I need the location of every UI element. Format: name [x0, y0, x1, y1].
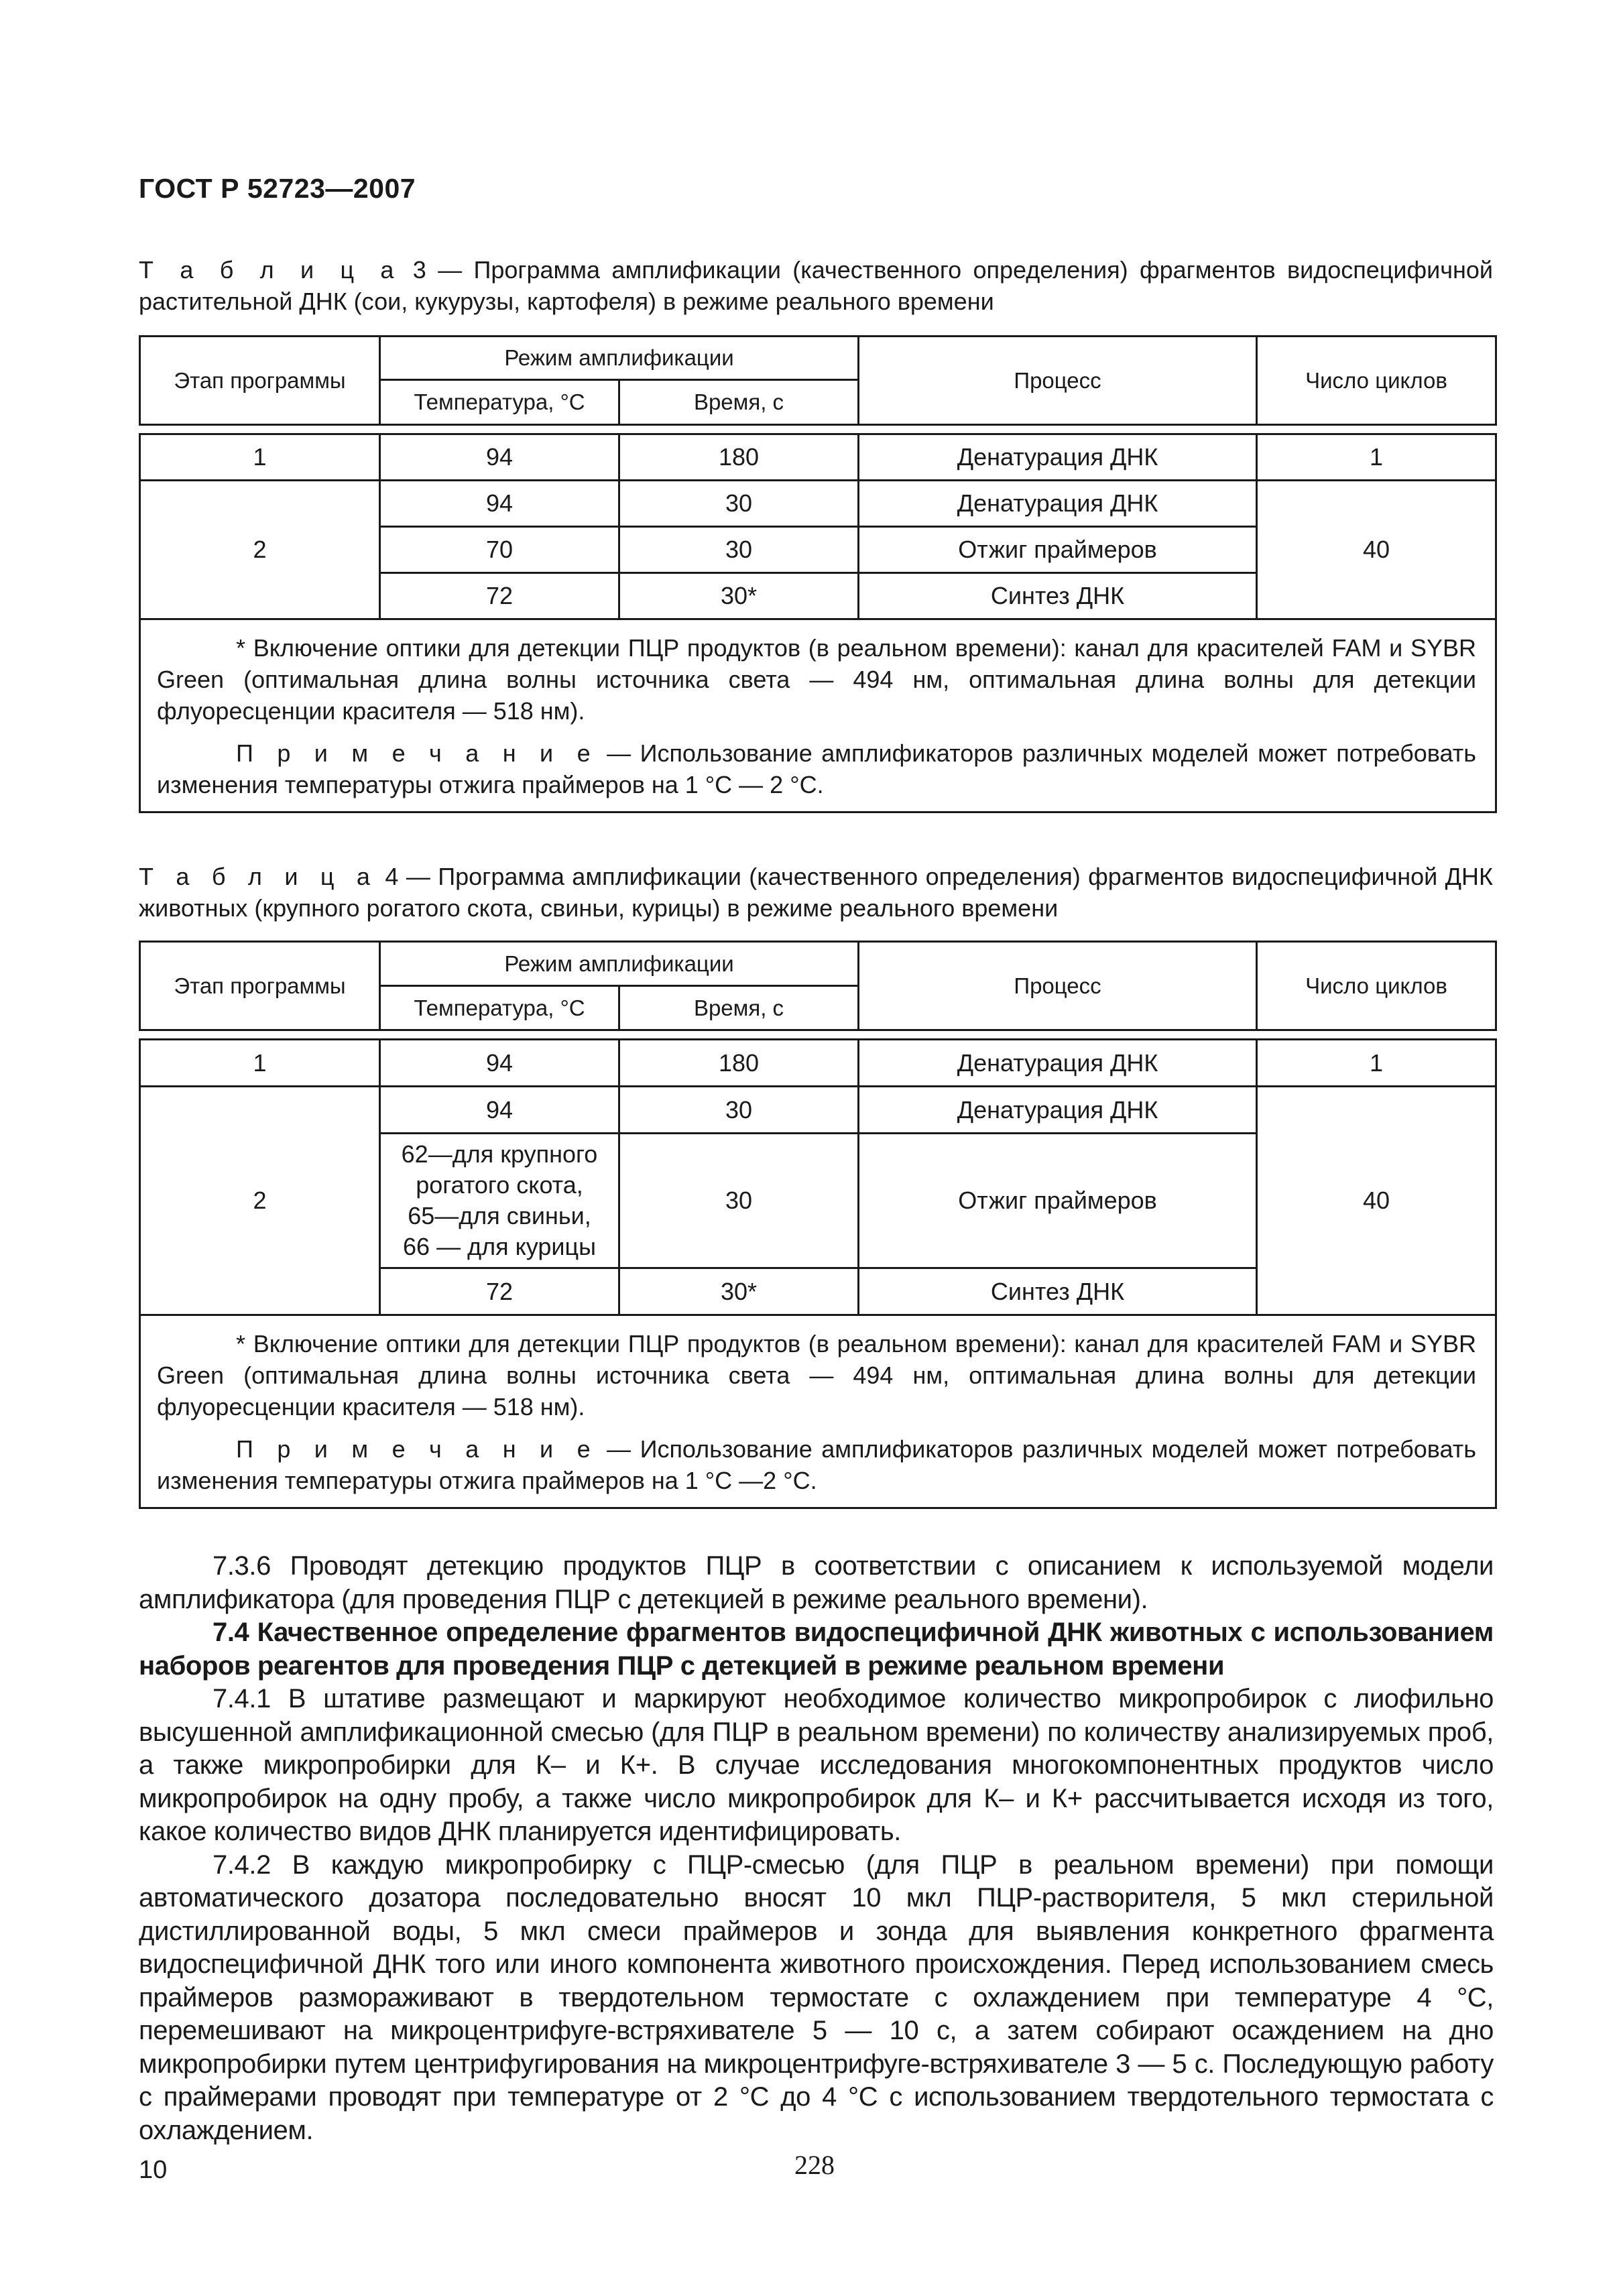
table-row: [140, 1040, 1496, 1087]
cell-temp: 72: [380, 573, 619, 619]
table3-caption-prefix: Т а б л и ц а: [139, 256, 402, 284]
paragraph-7-4-1: 7.4.1 В штативе размещают и маркируют необходимое количество микропробирок с лиофильно высушенной амплификационной смесью (для ПЦР в реальном времени) по количеству анализируемых проб, а также микропробирки для К– и К+. В случае исследования многокомпонентных продуктов число микропробирок на одну пробу, а также число микропробирок для К– и К+ рассчитывается исходя из того, какое количество видов ДНК планируется идентифицировать.: [139, 1684, 1494, 1846]
cell-stage: 1: [140, 1040, 380, 1087]
cell-time: 30: [619, 527, 859, 573]
header-stage: Этап программы: [140, 942, 380, 1030]
section-heading-7-4: 7.4 Качественное определение фрагментов видоспецифичной ДНК животных с использованием наборов реагентов для проведения ПЦР с детекцией в режиме реальном времени: [139, 1618, 1494, 1681]
table3-caption-text: 3 — Программа амплификации (качественного определения) фрагментов видоспецифичной растительной ДНК (сои, кукурузы, картофеля) в режиме реального времени: [139, 256, 1493, 315]
page-number: 10: [139, 2156, 168, 2184]
cell-cycles: 1: [1257, 434, 1496, 481]
cell-time: 30*: [619, 1268, 859, 1315]
note-prefix: П р и м е ч а н и е: [236, 1435, 598, 1463]
cell-cycles: 1: [1257, 1040, 1496, 1087]
header-time: Время, с: [619, 986, 859, 1030]
table3-footnote: * Включение оптики для детекции ПЦР продуктов (в реальном времени): канал для красителей FAM и SYBR Green (оптимальная длина волны источника света — 494 нм, оптимальная длина волны для детекции флуоресценции красителя — 518 нм).: [157, 634, 1476, 725]
cell-process: Денатурация ДНК: [859, 1087, 1257, 1134]
table4: [139, 941, 1497, 1509]
table3-note: [157, 737, 1476, 800]
temp-line: 65—для свиньи,: [408, 1202, 591, 1229]
sheet-number: 228: [794, 2150, 835, 2180]
header-temp: Температура, °С: [380, 380, 619, 425]
temp-line: 66 — для курицы: [403, 1233, 596, 1260]
cell-temp: [380, 1134, 619, 1268]
cell-process: Синтез ДНК: [859, 573, 1257, 619]
paragraph-7-4-2: 7.4.2 В каждую микропробирку с ПЦР-смесью (для ПЦР в реальном времени) при помощи автоматического дозатора последовательно вносят 10 мкл ПЦР-растворителя, 5 мкл стерильной дистиллированной воды, 5 мкл смеси праймеров и зонда для выявления конкретного фрагмента видоспецифичной ДНК того или иного компонента животного происхождения. Перед использованием смесь праймеров размораживают в твердотельном термостате с охлаждением при температуре 4 °С, перемешивают на микроцентрифуге-встряхивателе 5 — 10 с, а затем собирают осаждением на дно микропробирки путем центрифугирования на микроцентрифуге-встряхивателе 3 — 5 с. Последующую работу с праймерами проводят при температуре от 2 °С до 4 °С с использованием твердотельного термостата с охлаждением.: [139, 1850, 1494, 2145]
table-row: [140, 481, 1496, 527]
header-stage: Этап программы: [140, 337, 380, 425]
table4-caption-prefix: Т а б л и ц а: [139, 863, 377, 890]
cell-stage: 1: [140, 434, 380, 481]
temp-line: рогатого скота,: [416, 1171, 583, 1199]
cell-stage: 2: [140, 481, 380, 619]
cell-cycles: 40: [1257, 1087, 1496, 1315]
header-mode: Режим амплификации: [380, 337, 859, 380]
header-mode: Режим амплификации: [380, 942, 859, 986]
table3-caption: [139, 254, 1493, 317]
header-process: Процесс: [859, 337, 1257, 425]
table4-caption: [139, 861, 1493, 924]
table-row: [140, 1087, 1496, 1134]
cell-temp: 94: [380, 1040, 619, 1087]
cell-process: Денатурация ДНК: [859, 481, 1257, 527]
cell-process: Денатурация ДНК: [859, 1040, 1257, 1087]
header-temp: Температура, °С: [380, 986, 619, 1030]
temp-line: 62—для крупного: [401, 1140, 598, 1168]
cell-stage: 2: [140, 1087, 380, 1315]
cell-temp: 70: [380, 527, 619, 573]
paragraph-7-3-6: 7.3.6 Проводят детекцию продуктов ПЦР в соответствии с описанием к используемой модели амплификатора (для проведения ПЦР с детекцией в режиме реального времени).: [139, 1551, 1494, 1614]
cell-cycles: 40: [1257, 481, 1496, 619]
cell-temp: 72: [380, 1268, 619, 1315]
note-text: — Использование амплификаторов различных моделей может потребовать изменения температуры отжига праймеров на 1 °С —2 °С.: [157, 1435, 1476, 1494]
cell-temp: 94: [380, 481, 619, 527]
cell-process: Денатурация ДНК: [859, 434, 1257, 481]
cell-time: 30: [619, 1087, 859, 1134]
header-process: Процесс: [859, 942, 1257, 1030]
cell-process: Отжиг праймеров: [859, 1134, 1257, 1268]
note-text: — Использование амплификаторов различных моделей может потребовать изменения температуры отжига праймеров на 1 °С — 2 °С.: [157, 739, 1476, 798]
table-row: [140, 434, 1496, 481]
cell-process: Отжиг праймеров: [859, 527, 1257, 573]
table4-caption-text: 4 — Программа амплификации (качественного определения) фрагментов видоспецифичной ДНК животных (крупного рогатого скота, свиньи, курицы) в режиме реального времени: [139, 863, 1493, 922]
table4-footnote: * Включение оптики для детекции ПЦР продуктов (в реальном времени): канал для красителей FAM и SYBR Green (оптимальная длина волны источника света — 494 нм, оптимальная длина волны для детекции флуоресценции красителя — 518 нм).: [157, 1330, 1476, 1421]
cell-time: 180: [619, 1040, 859, 1087]
cell-process: Синтез ДНК: [859, 1268, 1257, 1315]
table3: [139, 335, 1497, 813]
cell-time: 30*: [619, 573, 859, 619]
table4-notes: [140, 1315, 1496, 1508]
table3-notes: [140, 619, 1496, 812]
header-cycles: Число циклов: [1257, 942, 1496, 1030]
cell-time: 30: [619, 481, 859, 527]
note-prefix: П р и м е ч а н и е: [236, 739, 598, 767]
cell-temp: 94: [380, 434, 619, 481]
document-code: ГОСТ Р 52723—2007: [139, 173, 416, 204]
table4-note: [157, 1433, 1476, 1496]
header-cycles: Число циклов: [1257, 337, 1496, 425]
cell-time: 180: [619, 434, 859, 481]
header-time: Время, с: [619, 380, 859, 425]
cell-temp: 94: [380, 1087, 619, 1134]
cell-time: 30: [619, 1134, 859, 1268]
body-text: [139, 1550, 1494, 2147]
